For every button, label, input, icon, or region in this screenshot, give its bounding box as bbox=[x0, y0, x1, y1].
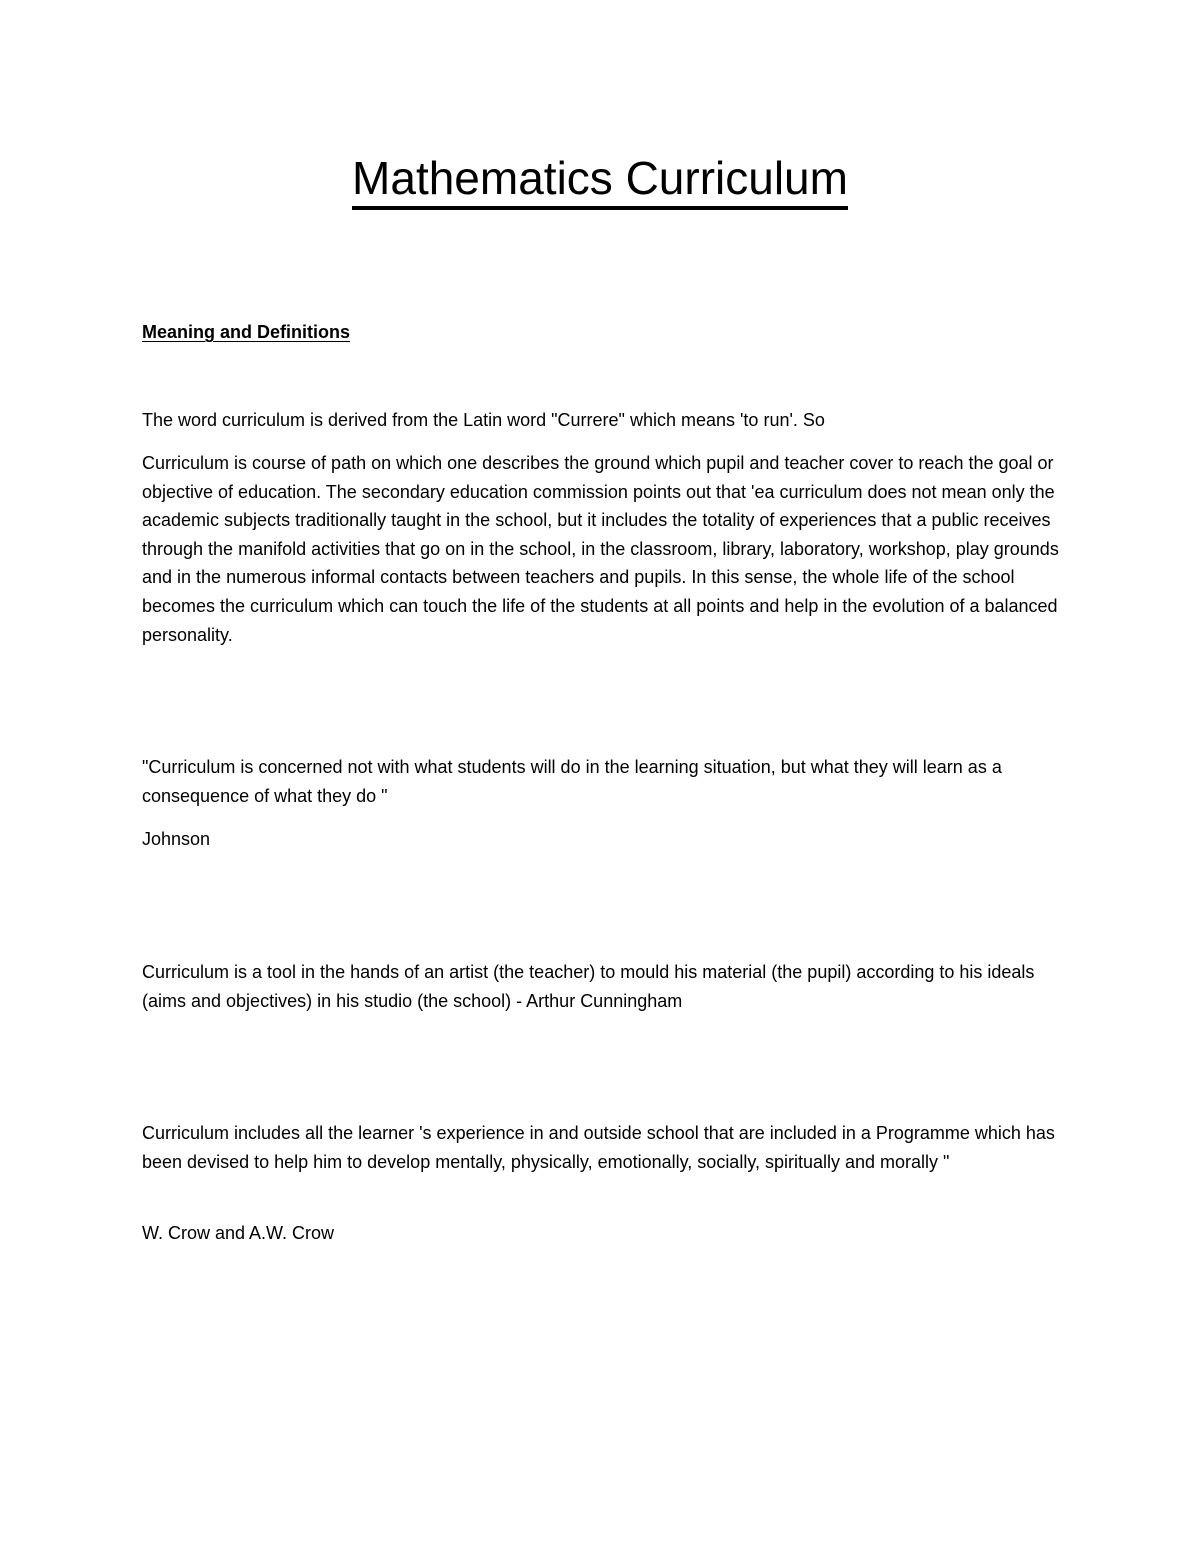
crow-author: W. Crow and A.W. Crow bbox=[142, 1223, 335, 1243]
johnson-author: Johnson bbox=[142, 829, 211, 849]
course-paragraph: Curriculum is course of path on which one describes the ground which pupil and teacher cover to reach the goal or objective of education. The secondary education commission points out that 'ea curriculum does not mean only the academic subjects traditionally taught in the school, but it includes the totality of experiences that a public receives through the manifold activities that go on in the school, in the classroom, library, laboratory, workshop, play grounds and in the numerous informal contacts between teachers and pupils. In this sense, the whole life of the school becomes the curriculum which can touch the life of the students at all points and help in the evolution of a balanced personality. bbox=[142, 453, 1059, 645]
crow-quote: Curriculum includes all the learner 's experience in and outside school that are included in a Programme which has been devised to help him to develop mentally, physically, emotionally, socially, spiritually and morally " bbox=[142, 1123, 1055, 1172]
cunningham-paragraph: Curriculum is a tool in the hands of an artist (the teacher) to mould his material (the pupil) according to his ideals (aims and objectives) in his studio (the school) - Arthur Cunningham bbox=[142, 962, 1035, 1011]
page-title bbox=[0, 148, 1200, 208]
page-title-text: Mathematics Curriculum bbox=[352, 152, 848, 210]
intro-paragraph: The word curriculum is derived from the Latin word "Currere" which means 'to run'. So bbox=[142, 410, 825, 430]
johnson-quote: "Curriculum is concerned not with what students will do in the learning situation, but what they will learn as a consequence of what they do " bbox=[142, 757, 1002, 806]
section-heading: Meaning and Definitions bbox=[142, 322, 351, 342]
